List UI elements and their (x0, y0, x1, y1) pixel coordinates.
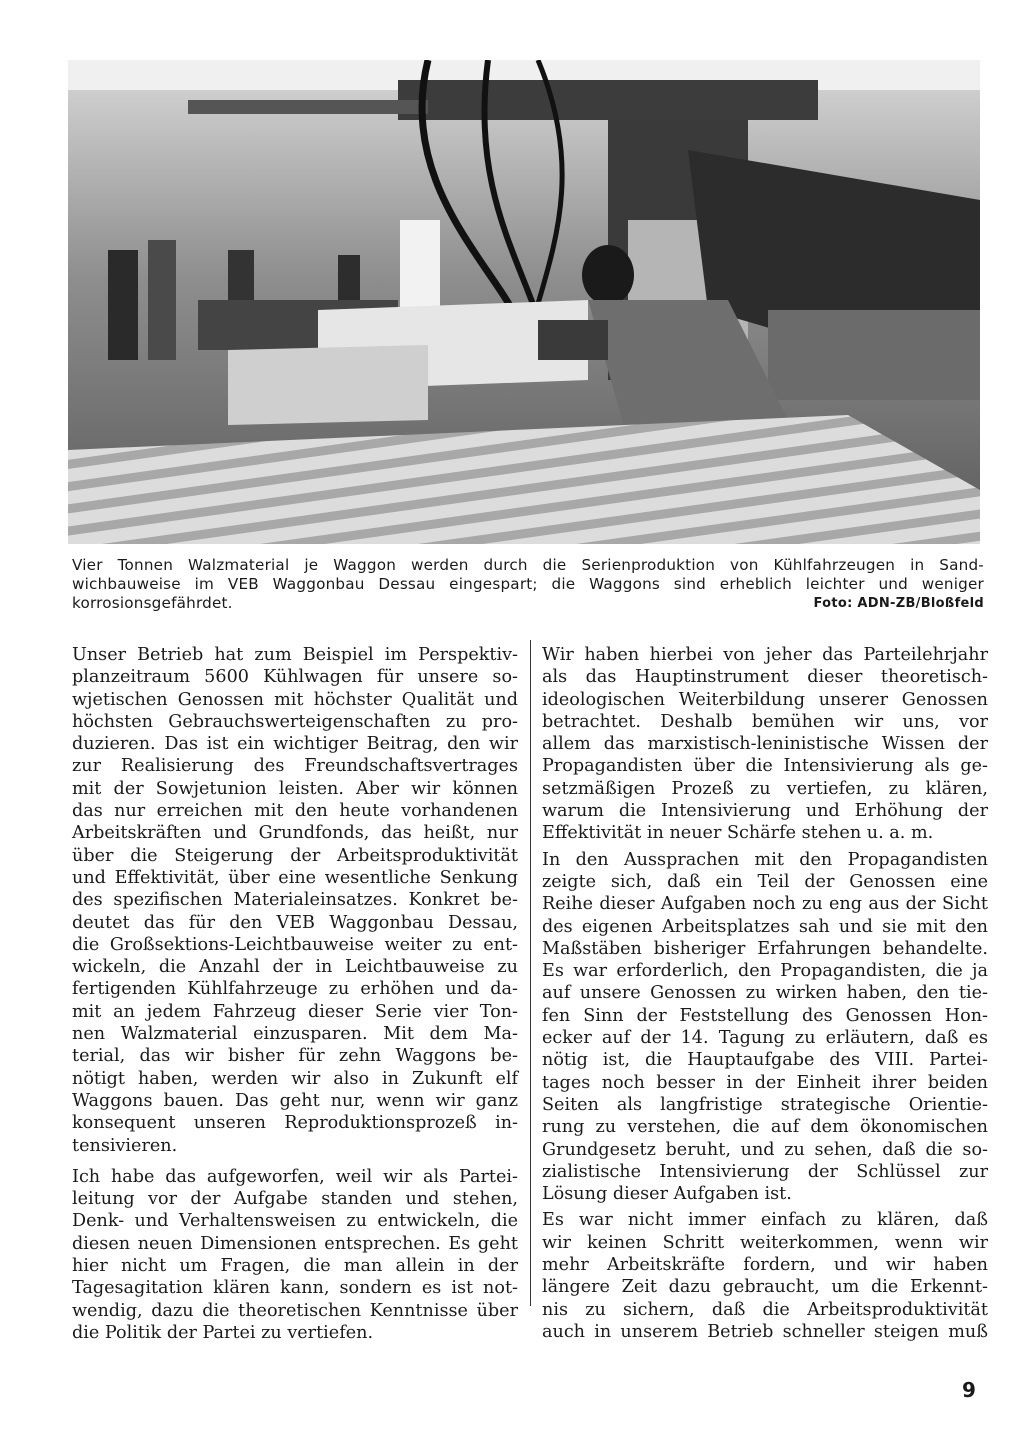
text-line: Wir haben hierbei von jeher das Parteilehrjahr (542, 645, 988, 665)
text-line: und Effektivität, über eine wesentliche Senkung (72, 867, 518, 888)
caption-line: wichbauweise im VEB Waggonbau Dessau eingespart; die Waggons sind erheblich leichter und weniger (72, 575, 984, 593)
paragraph (542, 849, 988, 1206)
text-line: die Großsektions-Leichtbauweise weiter zu ent- (72, 934, 518, 955)
text-line: hier nicht um Fragen, die man allein in der (72, 1256, 518, 1277)
text-line: Grundgesetz beruht, und zu sehen, daß die so- (542, 1139, 988, 1160)
text-line: ecker auf der 14. Tagung zu erläutern, daß es (542, 1028, 988, 1049)
right-column (542, 644, 988, 1343)
text-line: Es war nicht immer einfach zu klären, daß (542, 1210, 988, 1231)
text-line: Seiten als langfristige strategische Orientie- (542, 1094, 988, 1115)
caption-last-line (72, 594, 984, 613)
text-line: planzeitraum 5600 Kühlwagen für unsere so- (72, 667, 518, 688)
text-line: ideologischen Weiterbildung unserer Genossen (542, 689, 988, 710)
text-line: Unser Betrieb hat zum Beispiel im Perspektiv- (72, 645, 518, 665)
text-line: betrachtet. Deshalb bemühen wir uns, vor (542, 711, 988, 732)
text-line: mit der Sowjetunion leisten. Aber wir können (72, 778, 518, 799)
page-number: 9 (962, 1378, 976, 1402)
text-line: Es war erforderlich, den Propagandisten, die ja (542, 961, 988, 982)
text-line: zeigte sich, daß ein Teil der Genossen eine (542, 871, 988, 892)
text-line: Maßstäben bisheriger Erfahrungen behandelte. (542, 938, 988, 959)
text-line: Effektivität in neuer Schärfe stehen u. a. m. (542, 823, 934, 844)
text-line: höchsten Gebrauchswerteigenschaften zu pro- (72, 711, 518, 732)
text-line: tensivieren. (72, 1135, 178, 1156)
text-line: Denk- und Verhaltensweisen zu entwickeln, die (72, 1211, 518, 1232)
text-line: als das Hauptinstrument dieser theoretisch- (542, 667, 988, 688)
text-line: des eigenen Arbeitsplatzes sah und sie mit den (542, 916, 988, 937)
text-line: auch in unserem Betrieb schneller steigen muß (542, 1321, 988, 1342)
photo-credit: Foto: ADN-ZB/Bloßfeld (813, 596, 984, 611)
text-line: duzieren. Das ist ein wichtiger Beitrag, den wir (72, 734, 518, 755)
paragraph (542, 1209, 988, 1343)
text-line: über die Steigerung der Arbeitsproduktivität (72, 845, 518, 866)
text-line: terial, das wir bisher für zehn Waggons be- (72, 1046, 518, 1067)
text-line: nötig ist, die Hauptaufgabe des VIII. Partei- (542, 1050, 988, 1071)
text-line: konsequent unseren Reproduktionsprozeß in- (72, 1113, 518, 1134)
paragraph (72, 644, 518, 1157)
factory-photo (68, 60, 980, 544)
text-line: Reihe dieser Aufgaben noch zu eng aus der Sicht (542, 894, 988, 915)
text-line: zur Realisierung des Freundschaftsvertrages (72, 756, 518, 777)
text-line: leitung vor der Aufgabe standen und stehen, (72, 1189, 518, 1210)
text-line: fertigenden Kühlfahrzeuge zu erhöhen und da- (72, 979, 518, 1000)
text-line: Ich habe das aufgeworfen, weil wir als Partei- (72, 1166, 518, 1187)
caption-line: Vier Tonnen Walzmaterial je Waggon werden durch die Serienproduktion von Kühlfahrzeugen in Sand- (72, 556, 984, 574)
text-line: längere Zeit dazu gebraucht, um die Erkennt- (542, 1277, 988, 1298)
text-line: deutet das für den VEB Waggonbau Dessau, (72, 912, 518, 933)
text-line: Propagandisten über die Intensivierung als ge- (542, 756, 988, 777)
paragraph (542, 644, 988, 845)
photo-factory-icon (68, 60, 980, 544)
text-line: nis zu sichern, daß die Arbeitsproduktivität (542, 1299, 988, 1320)
text-line: fen Sinn der Feststellung des Genossen Hon- (542, 1005, 988, 1026)
text-line: setzmäßigen Prozeß zu vertiefen, zu klären, (542, 778, 988, 799)
text-line: mehr Arbeitskräfte fordern, und wir haben (542, 1255, 988, 1276)
text-line: Lösung dieser Aufgaben ist. (542, 1184, 792, 1205)
text-line: mit an jedem Fahrzeug dieser Serie vier Ton- (72, 1001, 518, 1022)
text-line: Tagesagitation klären kann, sondern es ist not- (72, 1278, 518, 1299)
text-line: wickeln, die Anzahl der in Leichtbauweise zu (72, 957, 518, 978)
left-column (72, 644, 518, 1344)
photo-caption (72, 556, 984, 613)
text-line: nötigt haben, werden wir also in Zukunft elf (72, 1068, 518, 1089)
text-line: das nur erreichen mit den heute vorhandenen (72, 801, 518, 822)
text-line: In den Aussprachen mit den Propagandisten (542, 849, 988, 870)
text-line: wjetischen Genossen mit höchster Qualität und (72, 689, 518, 710)
paragraph (72, 1166, 518, 1344)
column-divider (530, 640, 531, 1306)
text-line: Waggons bauen. Das geht nur, wenn wir ganz (72, 1090, 518, 1111)
text-line: des spezifischen Materialeinsatzes. Konkret be- (72, 890, 518, 911)
text-line: zialistische Intensivierung der Schlüssel zur (542, 1161, 988, 1182)
text-line: wir keinen Schritt weiterkommen, wenn wir (542, 1232, 988, 1253)
text-line: die Politik der Partei zu vertiefen. (72, 1322, 374, 1343)
text-line: wendig, dazu die theoretischen Kenntnisse über (72, 1300, 518, 1321)
text-line: tages noch besser in der Einheit ihrer beiden (542, 1072, 988, 1093)
text-line: diesen neuen Dimensionen entsprechen. Es geht (72, 1233, 518, 1254)
text-line: rung zu verstehen, die auf dem ökonomischen (542, 1117, 988, 1138)
text-line: warum die Intensivierung und Erhöhung der (542, 801, 988, 822)
text-line: allem das marxistisch-leninistische Wissen der (542, 734, 988, 755)
text-line: nen Walzmaterial einzusparen. Mit dem Ma- (72, 1024, 518, 1045)
caption-line: korrosionsgefährdet. (72, 594, 233, 612)
text-line: Arbeitskräften und Grundfonds, das heißt, nur (72, 823, 518, 844)
text-line: auf unsere Genossen zu wirken haben, den tie- (542, 983, 988, 1004)
